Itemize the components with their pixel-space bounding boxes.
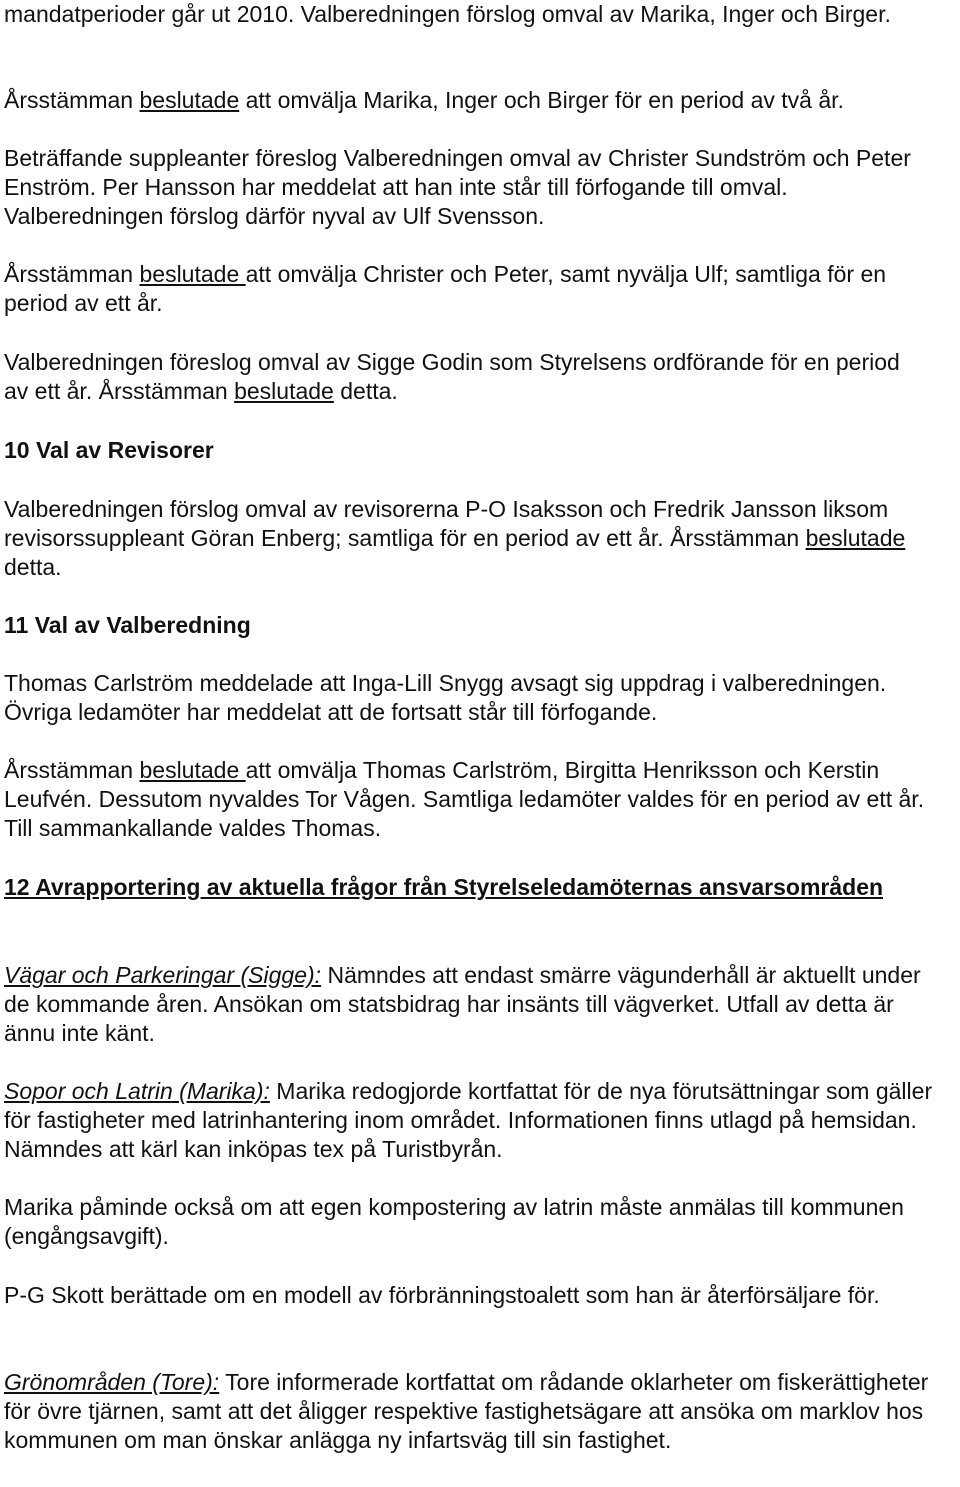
paragraph-substitutes: [4, 144, 949, 231]
underlined-term: beslutade: [805, 525, 906, 551]
paragraph-green-areas: [4, 1368, 939, 1455]
text-segment: Årsstämman: [4, 87, 140, 113]
paragraph-nomination-info: [4, 669, 929, 727]
paragraph-text: Thomas Carlström meddelade att Inga-Lill Snygg avsagt sig uppdrag i valberedningen. Övriga ledamöter har meddelat att de fortsatt står till förfogande.: [4, 670, 887, 725]
underlined-term: beslutade: [234, 378, 334, 404]
underlined-term: beslutade: [139, 87, 240, 113]
paragraph-text: P-G Skott berättade om en modell av förbränningstoalett som han är återförsäljare för.: [4, 1282, 880, 1308]
paragraph-waste: [4, 1077, 959, 1164]
paragraph-auditors: [4, 495, 960, 582]
text-segment: Valberedningen förslog omval av revisorerna P-O Isaksson och Fredrik Jansson liksom revisorssuppleant Göran Enberg; samtliga för en period av ett år. Årsstämman: [4, 496, 889, 551]
topic-label: Vägar och Parkeringar (Sigge):: [4, 962, 322, 988]
text-segment: att omvälja Christer och Peter, samt nyvälja Ulf; samtliga för en period av ett år.: [4, 261, 887, 316]
paragraph-text: mandatperioder går ut 2010. Valberedningen förslog omval av Marika, Inger och Birger.: [4, 1, 891, 27]
underlined-term: beslutade: [139, 757, 246, 783]
text-segment: detta.: [333, 378, 398, 404]
text-segment: Årsstämman: [4, 261, 140, 287]
text-segment: Marika redogjorde kortfattat för de nya förutsättningar som gäller för fastigheter med latrinhantering inom området. Informationen finns utlagd på hemsidan. Nämndes att kärl kan inköpas tex på Turistbyrån.: [4, 1078, 933, 1162]
paragraph-mandate: [4, 0, 904, 29]
paragraph-decision-nomination: [4, 756, 939, 843]
section-heading-11: [4, 611, 904, 640]
paragraph-text: Marika påminde också om att egen kompostering av latrin måste anmälas till kommunen (engångsavgift).: [4, 1194, 904, 1249]
text-segment: Valberedningen föreslog omval av Sigge Godin som Styrelsens ordförande för en period av ett år. Årsstämman: [4, 349, 900, 404]
paragraph-decision-board: [4, 86, 954, 115]
text-segment: detta.: [4, 554, 62, 580]
section-heading-10: [4, 436, 904, 465]
text-segment: Nämndes att endast smärre vägunderhåll är aktuellt under de kommande åren. Ansökan om statsbidrag har insänts till vägverket. Utfall av detta är ännu inte känt.: [4, 962, 921, 1046]
paragraph-decision-substitutes: [4, 260, 949, 318]
paragraph-composting: [4, 1193, 904, 1251]
topic-label: Sopor och Latrin (Marika):: [4, 1078, 270, 1104]
paragraph-toilet: [4, 1281, 939, 1310]
heading-text: 12 Avrapportering av aktuella frågor från Styrelseledamöternas ansvarsområden: [4, 874, 884, 900]
paragraph-text: Beträffande suppleanter föreslog Valberedningen omval av Christer Sundström och Peter Enström. Per Hansson har meddelat att han inte står till förfogande till omval. Valberedningen förslog därför nyval av Ulf Svensson.: [4, 145, 911, 229]
text-segment: att omvälja Thomas Carlström, Birgitta Henriksson och Kerstin Leufvén. Dessutom nyvaldes Tor Vågen. Samtliga ledamöter valdes för en period av ett år. Till sammankallande valdes Thomas.: [4, 757, 925, 841]
section-heading-12: [4, 873, 904, 902]
paragraph-roads: [4, 961, 949, 1048]
topic-label: Grönområden (Tore):: [4, 1369, 220, 1395]
heading-text: 11 Val av Valberedning: [4, 612, 251, 638]
paragraph-chairman: [4, 348, 924, 406]
heading-text: 10 Val av Revisorer: [4, 437, 214, 463]
underlined-term: beslutade: [139, 261, 246, 287]
text-segment: Tore informerade kortfattat om rådande oklarheter om fiskerättigheter för övre tjärnen, samt att det åligger respektive fastighetsägare att ansöka om marklov hos kommunen om man önskar anlägga ny infartsväg till sin fastighet.: [4, 1369, 929, 1453]
text-segment: Årsstämman: [4, 757, 140, 783]
text-segment: att omvälja Marika, Inger och Birger för en period av två år.: [239, 87, 844, 113]
